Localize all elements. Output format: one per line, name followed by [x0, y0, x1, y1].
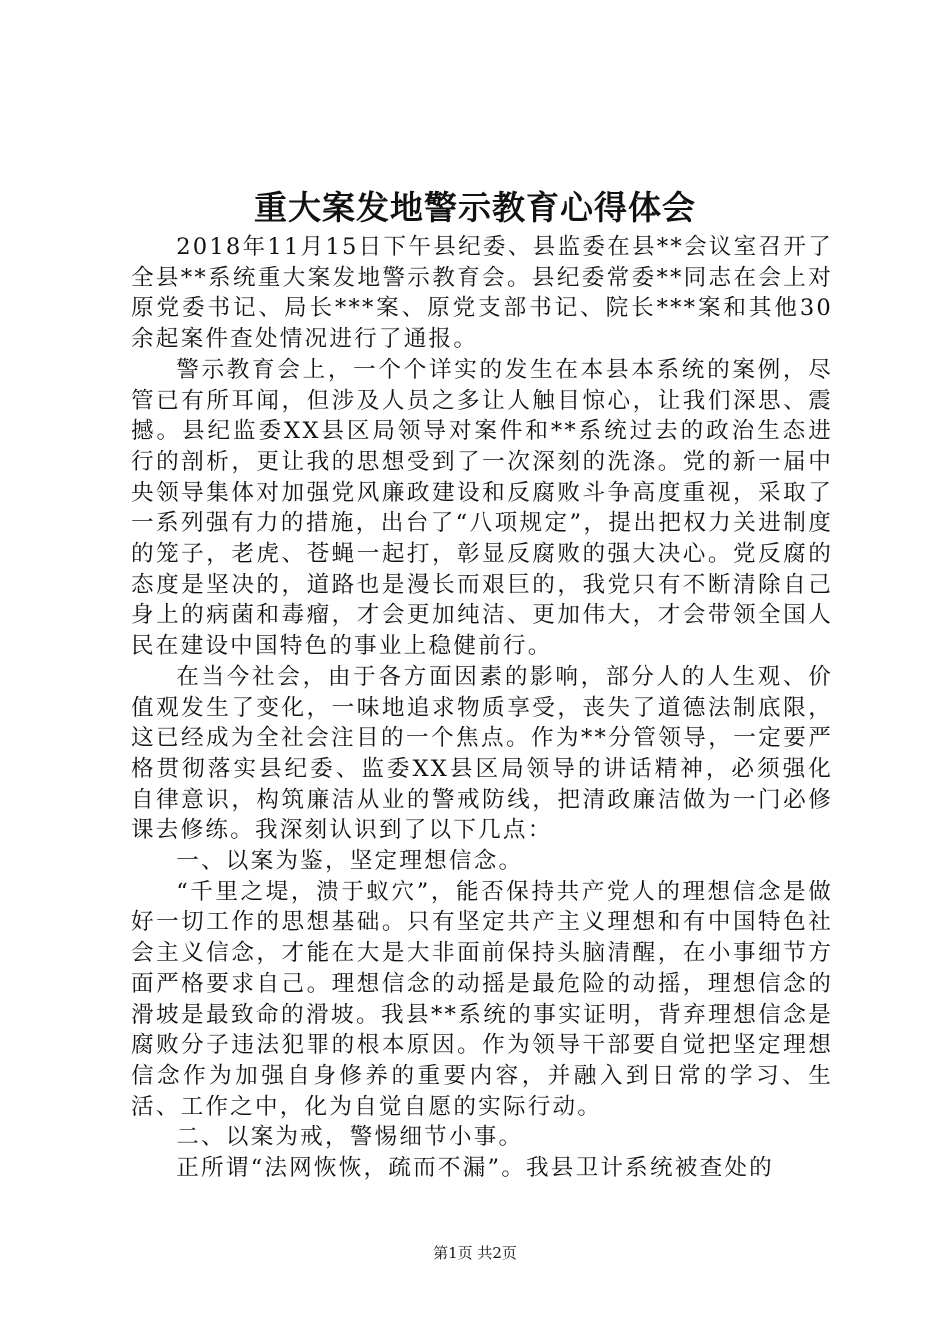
document-body	[131, 232, 833, 1184]
paragraph-warning-meeting: 警示教育会上，一个个详实的发生在本县本系统的案例，尽管已有所耳闻，但涉及人员之多让人触目惊心，让我们深思、震撼。县纪监委XX县区局领导对案件和**系统过去的政治生态进行的剖析，更让我的思想受到了一次深刻的洗涤。党的新一届中央领导集体对加强党风廉政建设和反腐败斗争高度重视，采取了一系列强有力的措施，出台了“八项规定”，提出把权力关进制度的笼子，老虎、苍蝇一起打，彰显反腐败的强大决心。党反腐的态度是坚决的，道路也是漫长而艰巨的，我党只有不断清除自己身上的病菌和毒瘤，才会更加纯洁、更加伟大，才会带领全国人民在建设中国特色的事业上稳健前行。	[131, 356, 833, 660]
section-heading-1: 一、以案为鉴，坚定理想信念。	[176, 848, 524, 875]
page-footer: 第1页 共2页	[433, 1244, 517, 1262]
paragraph-ideals-beliefs: “千里之堤，溃于蚁穴”，能否保持共产党人的理想信念是做好一切工作的思想基础。只有坚定共产主义理想和有中国特色社会主义信念，才能在大是大非面前保持头脑清醒，在小事细节方面严格要求自己。理想信念的动摇是最危险的动摇，理想信念的滑坡是最致命的滑坡。我县**系统的事实证明，背弃理想信念是腐败分子违法犯罪的根本原因。作为领导干部要自觉把坚定理想信念作为加强自身修养的重要内容，并融入到日常的学习、生活、工作之中，化为自觉自愿的实际行动。	[131, 878, 833, 1120]
paragraph-meeting-intro: 2018年11月15日下午县纪委、县监委在县**会议室召开了全县**系统重大案发地警示教育会。县纪委常委**同志在会上对原党委书记、局长***案、原党支部书记、院长***案和其他30余起案件查处情况进行了通报。	[131, 234, 833, 353]
paragraph-details-start: 正所谓“法网恢恢，疏而不漏”。我县卫计系统被查处的	[176, 1155, 774, 1182]
paragraph-social-context: 在当今社会，由于各方面因素的影响，部分人的人生观、价值观发生了变化，一味地追求物质享受，丧失了道德法制底限，这已经成为全社会注目的一个焦点。作为**分管领导，一定要严格贯彻落实县纪委、监委XX县区局领导的讲话精神，必须强化自律意识，构筑廉洁从业的警戒防线，把清政廉洁做为一门必修课去修练。我深刻认识到了以下几点：	[131, 663, 833, 844]
section-heading-2: 二、以案为戒，警惕细节小事。	[176, 1124, 524, 1151]
document-title: 重大案发地警示教育心得体会	[254, 188, 696, 227]
